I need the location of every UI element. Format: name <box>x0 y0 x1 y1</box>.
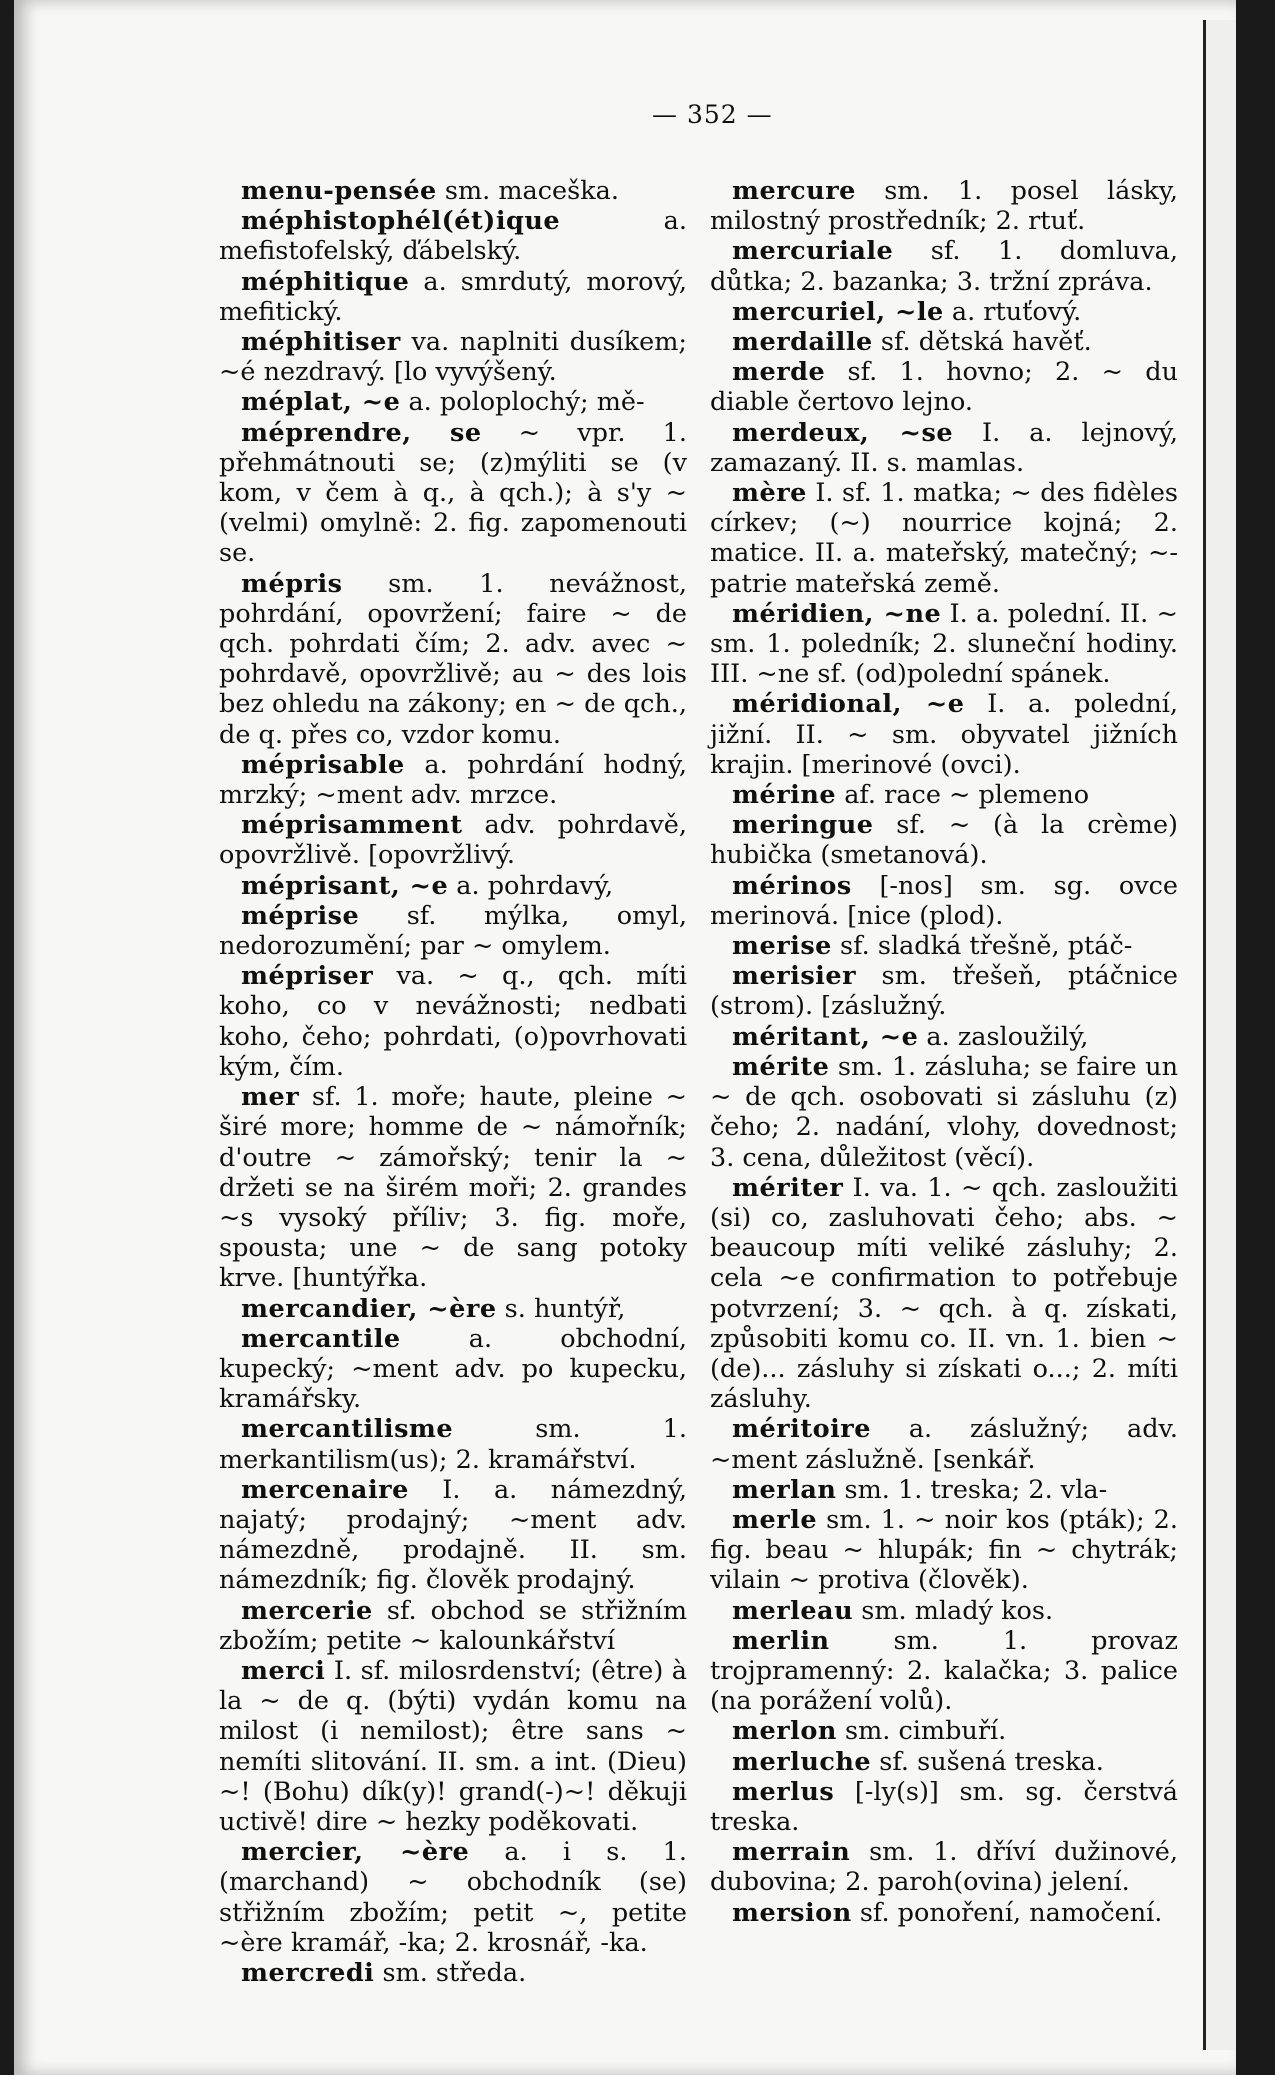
entry-headword: méridional, ~e <box>732 689 965 720</box>
entry-headword: merlus <box>732 1776 835 1807</box>
entry-definition: sf. 1. moře; haute, pleine ~ širé more; homme de ~ námořník; d'outre ~ zámořský; tenir la ~ držeti se na širém moři; 2. grandes ~s vysoký příliv; 3. fig. moře, spousta; une ~ de sang potoky krve. [huntýřka. <box>219 1082 687 1294</box>
entry-definition: sf. 1. domluva, důtka; 2. bazanka; 3. tržní zpráva. <box>710 236 1178 297</box>
entry-headword: mériter <box>732 1172 844 1203</box>
entry-definition: sm. 1. treska; 2. vla- <box>836 1474 1108 1505</box>
entry-headword: mère <box>732 478 807 509</box>
entry-definition: sm. středa. <box>374 1957 527 1988</box>
entry-definition: a. zasloužilý, <box>918 1021 1089 1052</box>
entry-definition: sm. mladý kos. <box>853 1595 1054 1626</box>
dictionary-entry <box>710 1475 1178 1505</box>
right-column <box>710 176 1178 1928</box>
dictionary-entry <box>219 327 687 387</box>
entry-definition: a. poloplochý; mě- <box>400 387 645 418</box>
entry-headword: merdeux, ~se <box>732 417 954 448</box>
dictionary-entry <box>710 297 1178 327</box>
entry-definition: a. rtuťový. <box>943 296 1082 327</box>
dictionary-entry <box>219 1596 687 1656</box>
entry-headword: mercredi <box>241 1957 375 1988</box>
entry-headword: mérite <box>732 1051 830 1082</box>
entry-headword: méridien, ~ne <box>732 598 942 629</box>
dictionary-entry <box>219 1324 687 1415</box>
entry-headword: méprise <box>241 900 360 931</box>
dictionary-entry <box>710 599 1178 690</box>
entry-definition: ~ vpr. 1. přehmátnouti se; (z)mýliti se (v kom, v čem à q., à qch.); à s'y ~ (velmi) omylně: 2. fig. zapomenouti se. <box>219 417 687 569</box>
dictionary-entry <box>710 1777 1178 1837</box>
entry-definition: adv. pohrdavě, opovržlivě. [opovržlivý. <box>219 810 687 871</box>
entry-definition: sm. 1. ~ noir kos (pták); 2. fig. beau ~ hlupák; fin ~ chytrák; vilain ~ protiva (člověk). <box>710 1504 1178 1596</box>
entry-headword: méphitiser <box>241 327 401 358</box>
entry-definition: sm. 1. provaz trojpramenný: 2. kalačka; 3. palice (na porážení volů). <box>710 1625 1178 1717</box>
dictionary-entry <box>219 387 687 417</box>
entry-headword: méprendre, se <box>241 417 482 448</box>
entry-headword: mépriser <box>241 961 374 992</box>
dictionary-entry <box>219 901 687 961</box>
entry-definition: [-nos] sm. sg. ovce merinová. [nice (plod). <box>710 870 1178 931</box>
dictionary-entry <box>710 236 1178 296</box>
dictionary-entry <box>710 961 1178 1021</box>
entry-headword: mercantile <box>241 1323 401 1354</box>
entry-definition: a. záslužný; adv. ~ment záslužně. [senkář. <box>710 1414 1178 1475</box>
dictionary-entry <box>219 1414 687 1474</box>
entry-headword: merci <box>241 1655 326 1686</box>
dictionary-entry <box>710 357 1178 417</box>
entry-definition: a. mefistofelský, ďábelský. <box>219 206 687 267</box>
entry-definition: I. sf. milosrdenství; (être) à la ~ de q. (býti) vydán komu na milost (i nemilost); être sans ~ nemíti slitování. II. sm. a int. (Dieu) ~! (Bohu) dík(y)! grand(-)~! děkuji uctivě! dire ~ hezky poděkovati. <box>219 1655 687 1837</box>
dictionary-entry <box>219 418 687 569</box>
entry-headword: mercantilisme <box>241 1414 454 1445</box>
entry-definition: sf. ~ (à la crème) hubička (smetanová). <box>710 810 1178 871</box>
entry-headword: menu-pensée <box>241 176 437 206</box>
entry-headword: mérine <box>732 780 837 811</box>
dictionary-entry <box>710 478 1178 599</box>
entry-headword: merluche <box>732 1746 872 1777</box>
dictionary-entry <box>710 689 1178 780</box>
dictionary-entry <box>710 780 1178 810</box>
dictionary-entry <box>219 1958 687 1988</box>
dictionary-entry <box>219 961 687 1082</box>
entry-headword: merlan <box>732 1474 837 1505</box>
entry-definition: sf. dětská havěť. <box>872 327 1092 358</box>
dictionary-entry <box>710 418 1178 478</box>
entry-headword: merle <box>732 1504 818 1535</box>
entry-definition: sf. mýlka, omyl, nedorozumění; par ~ omylem. <box>219 900 687 962</box>
entry-headword: mer <box>241 1082 300 1113</box>
dictionary-entry <box>710 1414 1178 1474</box>
dictionary-entry <box>710 1596 1178 1626</box>
entry-definition: sm. 1. zásluha; se faire un ~ de qch. osobovati si zásluhu (z) čeho; 2. nadání, vlohy, dovednost; 3. cena, důležitost (věcí). <box>710 1051 1178 1173</box>
entry-headword: meringue <box>732 810 874 841</box>
entry-headword: merlin <box>732 1625 830 1656</box>
entry-headword: mépris <box>241 568 343 599</box>
entry-headword: mersion <box>732 1897 852 1928</box>
entry-headword: merisier <box>732 961 857 992</box>
entry-definition: sm. 1. posel lásky, milostný prostředník; 2. rtuť. <box>710 176 1178 237</box>
entry-headword: méphitique <box>241 266 410 297</box>
entry-headword: méritoire <box>732 1414 871 1445</box>
entry-definition: sm. 1. nevážnost, pohrdání, opovržení; faire ~ de qch. pohrdati čím; 2. adv. avec ~ pohrdavě, opovržlivě; au ~ des lois bez ohledu na zákony; en ~ de qch., de q. přes co, vzdor komu. <box>219 568 687 750</box>
dictionary-entry <box>219 750 687 810</box>
dictionary-entry <box>710 1898 1178 1928</box>
entry-definition: a. pohrdání hodný, mrzký; ~ment adv. mrzce. <box>219 749 687 811</box>
adjacent-page-edge <box>1203 20 1236 2050</box>
entry-headword: merdaille <box>732 327 873 358</box>
dictionary-entry <box>219 1082 687 1293</box>
entry-headword: méplat, ~e <box>241 387 401 418</box>
entry-definition: sm. 1. merkantilism(us); 2. kramářství. <box>219 1414 687 1475</box>
entry-headword: merde <box>732 357 826 388</box>
entry-headword: merleau <box>732 1595 854 1626</box>
entry-headword: mérinos <box>732 870 852 901</box>
entry-definition: a. obchodní, kupecký; ~ment adv. po kupecku, kramářsky. <box>219 1323 687 1415</box>
entry-definition: sm. třešeň, ptáčnice (strom). [záslužný. <box>710 961 1178 1022</box>
dictionary-entry <box>219 569 687 750</box>
entry-definition: s. huntýř, <box>496 1293 626 1324</box>
page-number: — 352 — <box>652 100 773 129</box>
entry-definition: sf. obchod se střižním zbožím; petite ~ kalounkářství <box>219 1595 687 1656</box>
entry-headword: méritant, ~e <box>732 1021 919 1052</box>
entry-headword: méprisable <box>241 749 405 780</box>
dictionary-entry <box>710 1505 1178 1596</box>
dictionary-entry <box>219 1475 687 1596</box>
dictionary-entry <box>219 810 687 870</box>
entry-headword: mercure <box>732 176 856 206</box>
entry-headword: mercuriale <box>732 236 894 267</box>
entry-definition: I. va. 1. ~ qch. zasloužiti (si) co, zasluhovati čeho; abs. ~ beaucoup míti veliké zásluhy; 2. cela ~e confirmation to potřebuje potvrzení; 3. ~ qch. à q. získati, způsobiti komu co. II. vn. 1. bien ~ (de)... zásluhy si získati o...; 2. míti zásluhy. <box>710 1172 1178 1415</box>
dictionary-entry <box>710 871 1178 931</box>
entry-definition: I. a. lejnový, zamazaný. II. s. mamlas. <box>710 417 1179 478</box>
dictionary-entry <box>710 1837 1178 1897</box>
entry-definition: a. i s. 1. (marchand) ~ obchodník (se) střižním zbožím; petit ~, petite ~ère kramář, -ka; 2. krosnář, -ka. <box>219 1837 687 1958</box>
entry-headword: mercuriel, ~le <box>732 296 944 327</box>
dictionary-entry <box>710 327 1178 357</box>
dictionary-entry <box>710 810 1178 870</box>
dictionary-entry <box>219 267 687 327</box>
dictionary-entry <box>710 1022 1178 1052</box>
entry-headword: merrain <box>732 1837 851 1868</box>
entry-definition: I. a. námezdný, najatý; prodajný; ~ment adv. námezdně, prodajně. II. sm. námezdník; fig. člověk prodajný. <box>219 1474 687 1596</box>
entry-definition: sf. ponoření, namočení. <box>851 1897 1163 1928</box>
entry-definition: a. pohrdavý, <box>448 870 614 901</box>
dictionary-entry <box>219 1656 687 1837</box>
entry-headword: merise <box>732 931 832 962</box>
entry-headword: mercandier, ~ère <box>241 1293 497 1324</box>
entry-definition: va. ~ q., qch. míti koho, co v nevážnosti; nedbati koho, čeho; pohrdati, (o)povrhovati kým, čím. <box>219 961 687 1082</box>
dictionary-entry <box>710 1052 1178 1173</box>
entry-definition: [-ly(s)] sm. sg. čerstvá treska. <box>710 1776 1178 1837</box>
left-column <box>219 176 687 1988</box>
entry-headword: mercerie <box>241 1595 373 1626</box>
entry-definition: I. sf. 1. matka; ~ des fidèles církev; (~) nourrice kojná; 2. matice. II. a. mateřský, matečný; ~-patrie mateřská země. <box>710 478 1178 599</box>
entry-definition: a. smrdutý, morový, mefitický. <box>219 266 687 327</box>
entry-definition: I. a. polední. II. ~ sm. 1. poledník; 2. sluneční hodiny. III. ~ne sf. (od)polední spánek. <box>710 598 1178 690</box>
entry-definition: sm. cimbuří. <box>836 1716 1007 1747</box>
entry-definition: sm. 1. dříví dužinové, dubovina; 2. paroh(ovina) jelení. <box>710 1837 1178 1898</box>
dictionary-entry <box>219 176 687 206</box>
entry-definition: I. a. polední, jižní. II. ~ sm. obyvatel jižních krajin. [merinové (ovci). <box>710 689 1178 780</box>
dictionary-entry <box>710 1173 1178 1415</box>
entry-headword: méprisamment <box>241 810 463 841</box>
dictionary-entry <box>710 931 1178 961</box>
entry-definition: sf. sušená treska. <box>871 1746 1104 1777</box>
dictionary-entry <box>710 176 1178 236</box>
entry-headword: mercier, ~ère <box>241 1837 470 1868</box>
entry-definition: sm. maceška. <box>436 176 619 206</box>
entry-definition: sf. 1. hovno; 2. ~ du diable čertovo lejno. <box>710 357 1178 418</box>
dictionary-entry <box>219 871 687 901</box>
dictionary-entry <box>710 1747 1178 1777</box>
entry-headword: merlon <box>732 1716 837 1747</box>
entry-headword: mercenaire <box>241 1474 409 1505</box>
dictionary-entry <box>219 1837 687 1958</box>
dictionary-entry <box>710 1626 1178 1717</box>
entry-headword: méphistophél(ét)ique <box>241 206 561 237</box>
dictionary-entry <box>219 206 687 266</box>
dictionary-page <box>14 0 1236 2075</box>
dictionary-entry <box>219 1294 687 1324</box>
entry-definition: sf. sladká třešně, ptáč- <box>831 931 1133 962</box>
entry-definition: va. naplniti dusíkem; ~é nezdravý. [lo vyvýšený. <box>219 327 687 388</box>
dictionary-entry <box>710 1716 1178 1746</box>
entry-headword: méprisant, ~e <box>241 870 449 901</box>
entry-definition: af. race ~ plemeno <box>836 780 1090 811</box>
